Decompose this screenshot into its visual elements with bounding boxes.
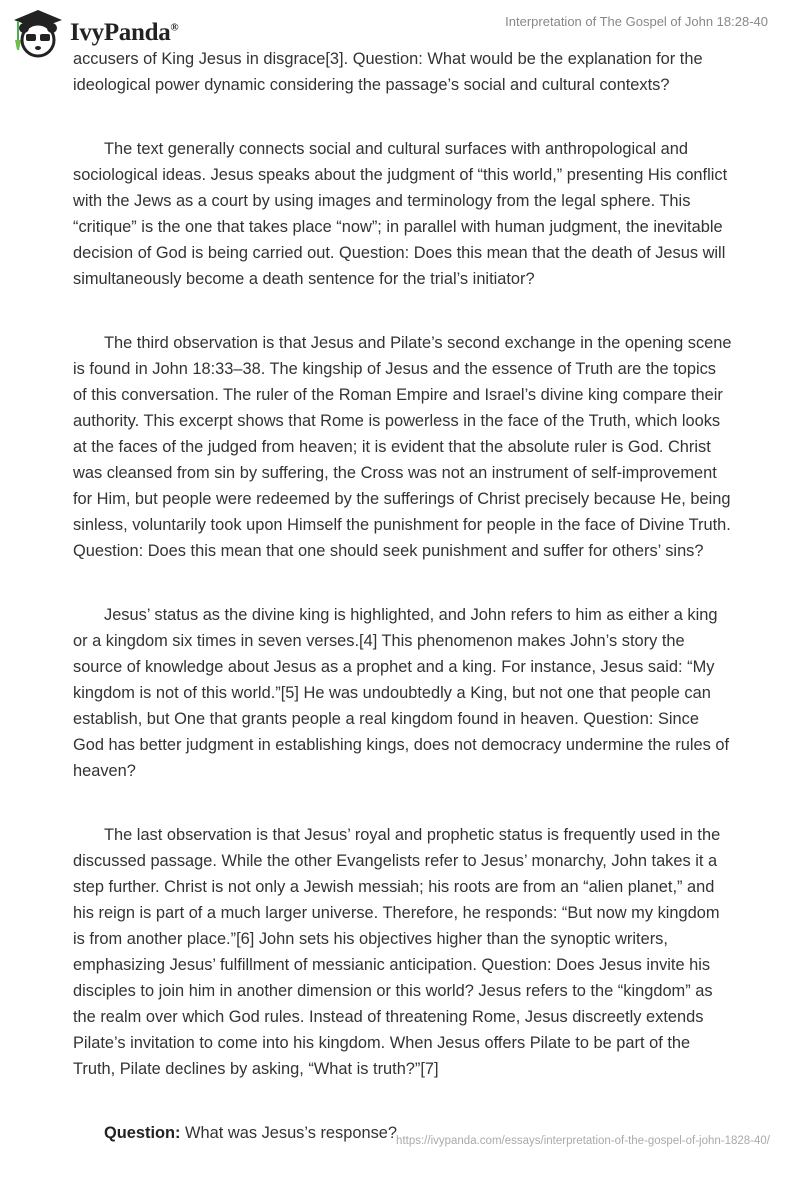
panda-graduate-icon xyxy=(12,8,64,58)
paragraph: The text generally connects social and cultural surfaces with anthropological and sociological ideas. Jesus speaks about the judgment of “this world,” presenting His conflict with the Jews as a court by using images and terminology from the legal sphere. This “critique” is the one that takes place “now”; in parallel with human judgment, the inevitable decision of God is being carried out. Question: Does this mean that the death of Jesus will simultaneously become a death sentence for the trial’s initiator? xyxy=(73,140,728,288)
question-text: What was Jesus’s response? xyxy=(180,1124,398,1142)
source-url[interactable]: https://ivypanda.com/essays/interpretation-of-the-gospel-of-john-1828-40/ xyxy=(396,1135,770,1147)
question-label: Question: xyxy=(104,1124,181,1142)
essay-body xyxy=(73,46,733,1184)
paragraph: The third observation is that Jesus and Pilate’s second exchange in the opening scene is found in John 18:33–38. The kingship of Jesus and the essence of Truth are the topics of this conversation. The ruler of the Roman Empire and Israel’s divine king compare their authority. This excerpt shows that Rome is powerless in the face of the Truth, which looks at the faces of the judged from heaven; it is evident that the absolute ruler is God. Christ was cleansed from sin by suffering, the Cross was not an instrument of self-improvement for Him, but people were redeemed by the sufferings of Christ precisely because He, being sinless, voluntarily took upon Himself the punishment for people in the face of Divine Truth. Question: Does this mean that one should seek punishment and suffer for others’ sins? xyxy=(73,334,732,560)
paragraph: accusers of King Jesus in disgrace[3]. Question: What would be the explanation for the ideological power dynamic considering the passage’s social and cultural contexts? xyxy=(73,50,703,94)
logo-text: IvyPanda® xyxy=(70,19,179,46)
document-title: Interpretation of The Gospel of John 18:28-40 xyxy=(505,14,768,29)
paragraph: Jesus’ status as the divine king is highlighted, and John refers to him as either a king or a kingdom six times in seven verses.[4] This phenomenon makes John’s story the source of knowledge about Jesus as a prophet and a king. For instance, Jesus said: “My kingdom is not of this world.”[5] He was undoubtedly a King, but not one that people can establish, but One that grants people a real kingdom found in heaven. Question: Since God has better judgment in establishing kings, does not democracy undermine the rules of heaven? xyxy=(73,606,730,780)
paragraph: The last observation is that Jesus’ royal and prophetic status is frequently used in the discussed passage. While the other Evangelists refer to Jesus’ monarchy, John takes it a step further. Christ is not only a Jewish messiah; his roots are from an “alien planet,” and his reign is part of a much larger universe. Therefore, he responds: “But now my kingdom is from another place.”[6] John sets his objectives higher than the synoptic writers, emphasizing Jesus’ fulfillment of messianic anticipation. Question: Does Jesus invite his disciples to join him in another dimension or this world? Jesus refers to the “kingdom” as the realm over which God rules. Instead of threatening Rome, Jesus discreetly extends Pilate’s invitation to come into his kingdom. When Jesus offers Pilate to be part of the Truth, Pilate declines by asking, “What is truth?”[7] xyxy=(73,826,721,1078)
